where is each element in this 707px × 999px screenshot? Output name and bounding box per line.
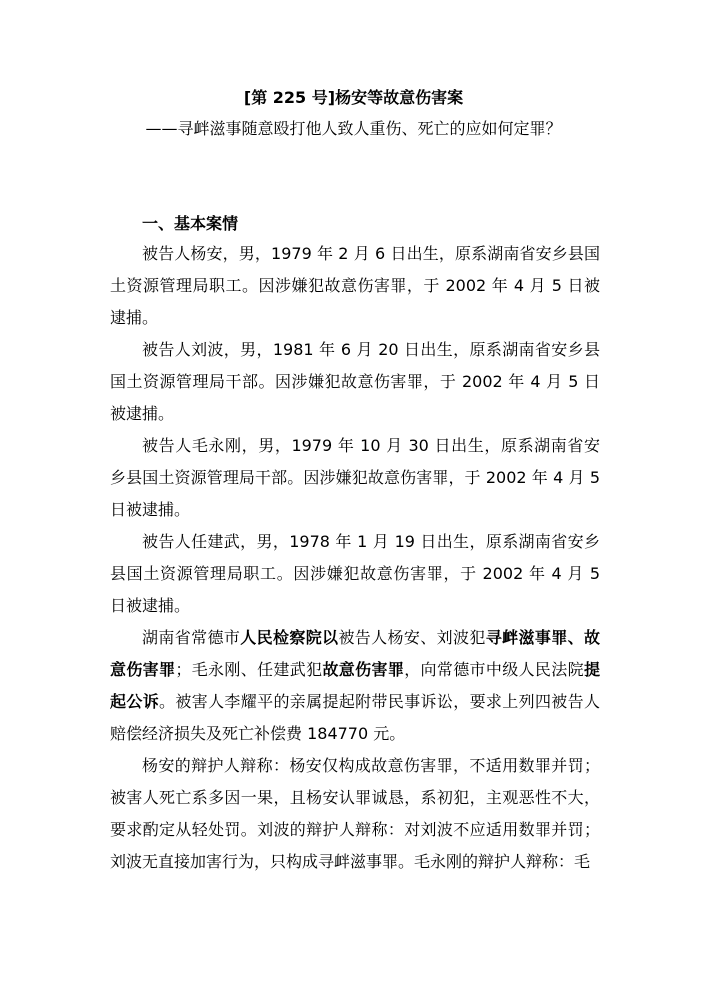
prosecution-bold-prosecute: 提起公诉 [110, 660, 600, 711]
paragraph-defendant-mao-yonggang: 被告人毛永刚，男，1979 年 10 月 30 日出生，原系湖南省安乡县国土资源管理局干部。因涉嫌犯故意伤害罪，于 2002 年 4 月 5 日被逮捕。 [110, 436, 600, 519]
prosecution-text-4: ，向常德市中级人民法院 [404, 660, 584, 679]
paragraph-defendant-liu-bo: 被告人刘波，男，1981 年 6 月 20 日出生，原系湖南省安乡县国土资源管理局干部。因涉嫌犯故意伤害罪，于 2002 年 4 月 5 日被逮捕。 [110, 340, 600, 423]
document-title: [第 225 号]杨安等故意伤害案 [243, 88, 464, 107]
document-subtitle: ——寻衅滋事随意殴打他人致人重伤、死亡的应如何定罪？ [145, 119, 562, 138]
paragraph-prosecution [110, 622, 600, 750]
prosecution-text-3: ；毛永刚、任建武犯 [175, 660, 323, 679]
prosecution-text-1: 湖南省常德市 [142, 628, 241, 647]
basic-facts-section [110, 210, 600, 878]
prosecution-bold-assault: 故意伤害罪 [322, 660, 405, 679]
section-heading: 一、基本案情 [142, 214, 239, 233]
prosecution-bold-procuratorate: 人民检察院以 [240, 628, 339, 647]
prosecution-text-5: 。被害人李耀平的亲属提起附带民事诉讼，要求上列四被告人赔偿经济损失及死亡补偿费 184770 元。 [110, 692, 600, 743]
paragraph-defendant-yang-an: 被告人杨安，男，1979 年 2 月 6 日出生，原系湖南省安乡县国土资源管理局职工。因涉嫌犯故意伤害罪，于 2002 年 4 月 5 日被逮捕。 [110, 244, 600, 327]
paragraph-defense: 杨安的辩护人辩称：杨安仅构成故意伤害罪，不适用数罪并罚；被害人死亡系多因一果，且杨安认罪诚恳，系初犯，主观恶性不大，要求酌定从轻处罚。刘波的辩护人辩称：对刘波不应适用数罪并罚；刘波无直接加害行为，只构成寻衅滋事罪。毛永刚的辩护人辩称：毛 [110, 756, 600, 871]
paragraph-defendant-ren-jianwu: 被告人任建武，男，1978 年 1 月 19 日出生，原系湖南省安乡县国土资源管理局职工。因涉嫌犯故意伤害罪，于 2002 年 4 月 5 日被逮捕。 [110, 532, 600, 615]
prosecution-bold-charges: 寻衅滋事罪、故意伤害罪 [110, 628, 600, 679]
prosecution-text-2: 被告人杨安、刘波犯 [338, 628, 486, 647]
